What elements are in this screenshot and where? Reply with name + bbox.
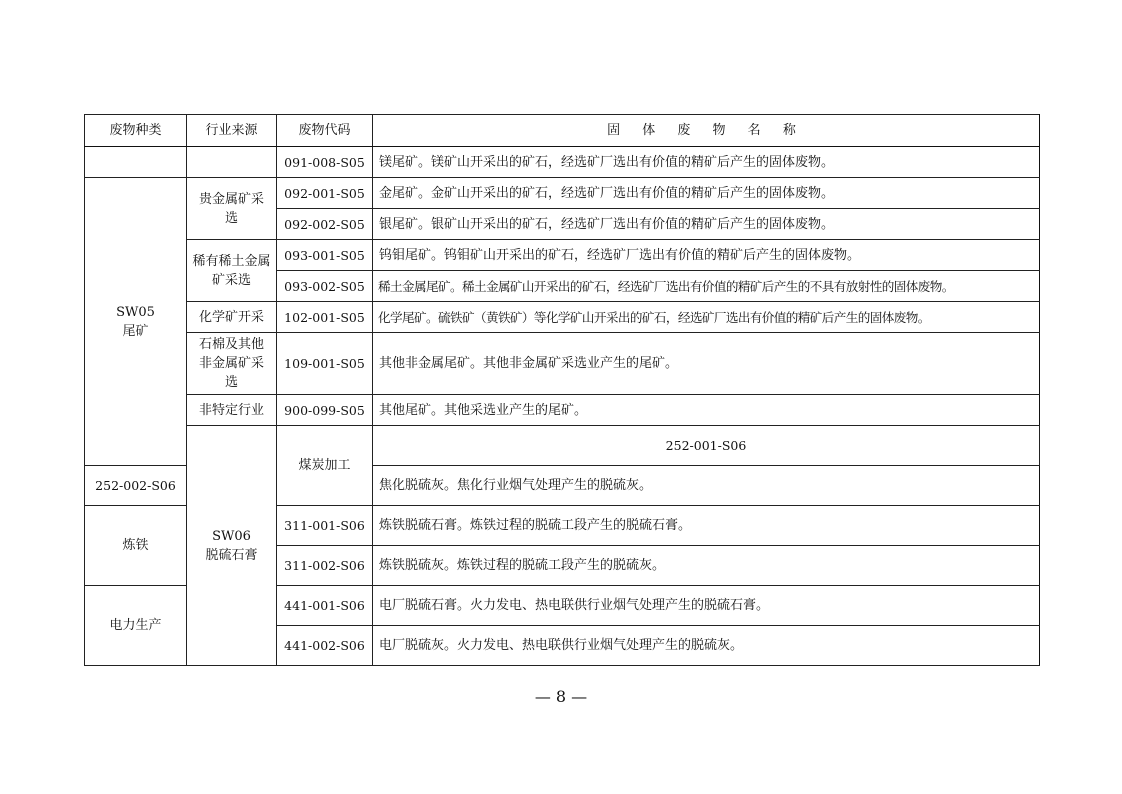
category-cell-sw06 [187,426,277,666]
waste-code: 441-001-S06 [277,586,373,626]
waste-name: 其他尾矿。其他采选业产生的尾矿。 [373,395,1040,426]
waste-name: 炼铁脱硫石膏。炼铁过程的脱硫工段产生的脱硫石膏。 [373,506,1040,546]
table-row [85,395,1040,426]
category-code: SW06 [212,528,251,544]
source-cell-empty [187,147,277,178]
source-cell: 石棉及其他非金属矿采选 [187,333,277,395]
waste-code: 311-002-S06 [277,546,373,586]
waste-name: 金尾矿。金矿山开采出的矿石，经选矿厂选出有价值的精矿后产生的固体废物。 [373,178,1040,209]
waste-name: 银尾矿。银矿山开采出的矿石，经选矿厂选出有价值的精矿后产生的固体废物。 [373,209,1040,240]
header-name: 固 体 废 物 名 称 [373,115,1040,147]
waste-name: 电厂脱硫石膏。火力发电、热电联供行业烟气处理产生的脱硫石膏。 [373,586,1040,626]
waste-code: 252-002-S06 [85,466,187,506]
waste-code: 092-002-S05 [277,209,373,240]
header-category: 废物种类 [85,115,187,147]
waste-name: 镁尾矿。镁矿山开采出的矿石，经选矿厂选出有价值的精矿后产生的固体废物。 [373,147,1040,178]
source-cell: 炼铁 [85,506,187,586]
waste-name: 钨钼尾矿。钨钼矿山开采出的矿石，经选矿厂选出有价值的精矿后产生的固体废物。 [373,240,1040,271]
table-row [85,426,1040,466]
waste-code: 093-001-S05 [277,240,373,271]
waste-name: 电厂脱硫灰。火力发电、热电联供行业烟气处理产生的脱硫灰。 [373,626,1040,666]
waste-code: 311-001-S06 [277,506,373,546]
solid-waste-table [84,114,1040,666]
category-cell-sw05 [85,178,187,466]
waste-name: 焦化脱硫灰。焦化行业烟气处理产生的脱硫灰。 [373,466,1040,506]
waste-name: 化学尾矿。硫铁矿（黄铁矿）等化学矿山开采出的矿石，经选矿厂选出有价值的精矿后产生的固体废物。 [373,302,1040,333]
table-row [85,333,1040,395]
table-header-row [85,115,1040,147]
waste-code: 093-002-S05 [277,271,373,302]
category-code: SW05 [116,304,155,320]
source-cell: 化学矿开采 [187,302,277,333]
waste-name: 其他非金属尾矿。其他非金属矿采选业产生的尾矿。 [373,333,1040,395]
waste-code: 900-099-S05 [277,395,373,426]
page-number: — 8 — [534,687,588,706]
source-cell: 煤炭加工 [277,426,373,506]
table-row [85,147,1040,178]
header-source: 行业来源 [187,115,277,147]
table-row [85,178,1040,209]
table-row [85,302,1040,333]
category-label: 脱硫石膏 [205,547,258,563]
waste-code: 252-001-S06 [373,426,1040,466]
source-cell: 非特定行业 [187,395,277,426]
header-code: 废物代码 [277,115,373,147]
category-cell-empty [85,147,187,178]
source-cell: 稀有稀土金属矿采选 [187,240,277,302]
table-row [85,240,1040,271]
waste-code: 441-002-S06 [277,626,373,666]
waste-code: 091-008-S05 [277,147,373,178]
waste-code: 102-001-S05 [277,302,373,333]
waste-code: 092-001-S05 [277,178,373,209]
source-cell: 电力生产 [85,586,187,666]
source-cell: 贵金属矿采选 [187,178,277,240]
waste-code: 109-001-S05 [277,333,373,395]
waste-name: 稀土金属尾矿。稀土金属矿山开采出的矿石，经选矿厂选出有价值的精矿后产生的不具有放射性的固体废物。 [373,271,1040,302]
waste-name: 炼铁脱硫灰。炼铁过程的脱硫工段产生的脱硫灰。 [373,546,1040,586]
category-label: 尾矿 [122,323,149,339]
